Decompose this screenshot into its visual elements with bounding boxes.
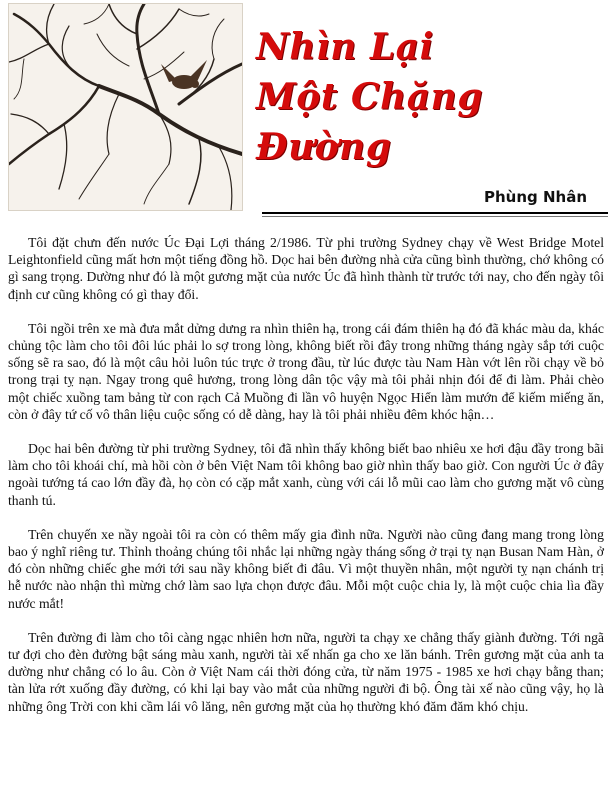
title-line-1: Nhìn Lại	[256, 26, 434, 68]
paragraph: Tôi ngồi trên xe mà đưa mắt dửng dưng ra nhìn thiên hạ, trong cái đám thiên hạ đó đã khác màu da, khác chủng tộc làm cho tôi đôi lúc phải lo sợ trong lòng, không biết rồi đây trong những tháng ngày sắp tới cuộc sống sẽ ra sao, đó là một câu hỏi luôn túc trực ở trong đầu, từ lúc được tàu Nam Hàn vớt lên rồi chạy về bỏ trong trại tỵ nạn. Ngay trong quê hương, trong lòng dân tộc vậy mà tôi phải nhịn đói để đi làm. Phải chèo một chiếc xuồng tam bảng từ con rạch Cả Muồng đi lần vô huyện Ngọc Hiển làm mướn để kiếm miếng ăn, còn ở đây tứ cố vô thân liệu cuộc sống có dễ dàng, hay là tôi phải nhiều đêm khóc hận…	[8, 320, 604, 422]
paragraph: Trên chuyến xe nầy ngoài tôi ra còn có thêm mấy gia đình nữa. Người nào cũng đang mang trong lòng bao ý nghĩ riêng tư. Thỉnh thoảng chúng tôi nhắc lại những ngày tháng sống ở trại tỵ nạn Busan Nam Hàn, ở đó còn những chiếc ghe mới tới sau nầy không biết đi đâu. Vì một thuyền nhân, một người tỵ nạn chánh trị hễ nước nào nhận thì mừng chớ làm sao lựa chọn được đâu. Mỗi một cuộc chia ly, là một cuộc chia lìa đầy nước mắt!	[8, 526, 604, 611]
author-name: Phùng Nhân	[484, 188, 588, 206]
title-line-2: Một Chặng	[256, 76, 484, 118]
article-title	[256, 22, 596, 172]
article-body	[8, 234, 604, 732]
paragraph: Trên đường đi làm cho tôi càng ngạc nhiên hơn nữa, người ta chạy xe chẳng thấy giành đường. Tới ngã tư đợi cho đèn đường bật sáng màu xanh, người tài xế nhấn ga cho xe lăn bánh. Trên gương mặt của anh ta dường như chẳng có lo âu. Còn ở Việt Nam cái thời đóng cửa, từ năm 1975 - 1985 xe hơi chạy bằng than; tàn lửa rớt xuống đầy đường, có khi lại bay vào mắt của những người đi bộ. Ông tài xế nào cũng vậy, họ là những ông Trời con khi cầm lái vô lăng, nên gương mặt của họ thường khó đăm đăm khó chịu.	[8, 629, 604, 714]
divider-thin	[262, 216, 608, 217]
paragraph: Dọc hai bên đường từ phi trường Sydney, tôi đã nhìn thấy không biết bao nhiêu xe hơi đậu đầy trong bãi làm cho tôi khoái chí, mà hồi còn ở bên Việt Nam tôi không bao giờ nhìn thấy bao giờ. Con người Úc ở đây ngoài tướng tá cao lớn đầy đà, họ còn có cặp mắt xanh, cùng với cái lỗ mũi cao làm cho gương mặt vô cùng thanh tú.	[8, 441, 604, 508]
title-line-3: Đường	[256, 126, 392, 168]
divider	[262, 212, 608, 214]
paragraph: Tôi đặt chưn đến nước Úc Đại Lợi tháng 2/1986. Từ phi trường Sydney chạy về West Bridge Motel Leightonfield cũng mất hơn một tiếng đồng hồ. Dọc hai bên đường nhà cửa cũng bình thường, chớ không có gì sang trọng. Dường như đó là một gương mặt của nước Úc đã hình thành từ trước tới nay, cho đến ngày tôi định cư cũng không có gì thay đổi.	[8, 235, 604, 302]
bird-on-branches-icon	[8, 3, 243, 211]
